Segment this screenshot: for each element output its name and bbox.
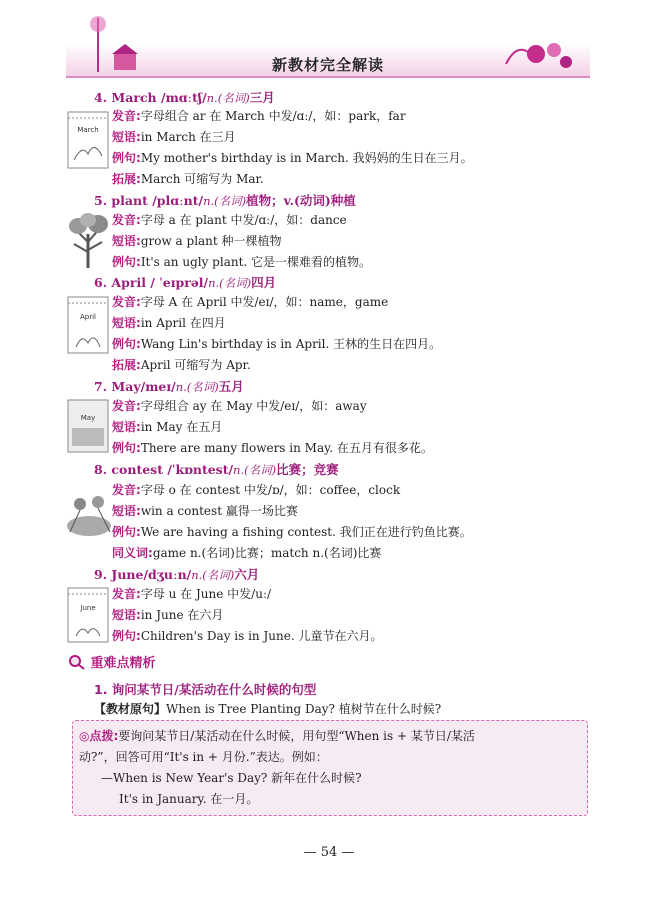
june-picture-label: June bbox=[80, 604, 96, 612]
april-picture-label: April bbox=[80, 313, 96, 321]
march-line-4: 拓展:March 可缩写为 Mar. bbox=[112, 172, 264, 186]
entry-contest-head: 8. contest /ˈkɒntest/n.(名词)比赛；竞赛 bbox=[94, 462, 339, 477]
may-picture-label: May bbox=[80, 414, 96, 422]
fishing-contest-picture bbox=[66, 486, 112, 538]
june-line-1: 发音:字母 u 在 June 中发/uː/ bbox=[112, 587, 272, 601]
march-line-3: 例句:My mother's birthday is in March. 我妈妈的生日在三月。 bbox=[112, 151, 473, 165]
march-line-1: 发音:字母组合 ar 在 March 中发/ɑː/，如：park，far bbox=[112, 109, 406, 123]
may-line-1: 发音:字母组合 ay 在 May 中发/eɪ/，如：away bbox=[112, 399, 367, 413]
june-line-3: 例句:Children's Day is in June. 儿童节在六月。 bbox=[112, 629, 383, 643]
entry-pos-cn: (名词) bbox=[217, 91, 250, 105]
contest-line-2: 短语:win a contest 赢得一场比赛 bbox=[112, 504, 298, 518]
point1-original-sentence: 【教材原句】When is Tree Planting Day? 植树节在什么时候? bbox=[94, 702, 442, 716]
april-line-1: 发音:字母 A 在 April 中发/eɪ/，如：name，game bbox=[112, 295, 389, 309]
entry-phonetic: /mɑːtʃ/ bbox=[161, 90, 207, 105]
tip-line-4: It's in January. 在一月。 bbox=[119, 792, 259, 806]
entry-word: March bbox=[111, 90, 157, 105]
entry-number: 4. bbox=[94, 90, 108, 105]
tip-line-3: —When is New Year's Day? 新年在什么时候? bbox=[101, 771, 362, 785]
plant-line-1: 发音:字母 a 在 plant 中发/ɑː/，如：dance bbox=[112, 213, 347, 227]
entry-april-head: 6. April / ˈeɪprəl/n.(名词)四月 bbox=[94, 275, 277, 290]
contest-line-4: 同义词:game n.(名词)比赛；match n.(名词)比赛 bbox=[112, 546, 382, 560]
tip-line-2: 动?”，回答可用“It's in + 月份.”表达。例如： bbox=[79, 750, 328, 764]
may-line-3: 例句:There are many flowers in May. 在五月有很多花。 bbox=[112, 441, 433, 455]
entry-meaning: 三月 bbox=[249, 90, 275, 105]
header-title: 新教材完全解读 bbox=[271, 56, 384, 74]
point1-title: 1. 询问某节日/某活动在什么时候的句型 bbox=[94, 682, 317, 697]
march-line-2: 短语:in March 在三月 bbox=[112, 130, 236, 144]
page-number: — 54 — bbox=[303, 845, 355, 860]
tip-box bbox=[72, 720, 588, 816]
entry-may-head: 7. May/meɪ/n.(名词)五月 bbox=[94, 379, 244, 394]
june-line-2: 短语:in June 在六月 bbox=[112, 608, 224, 622]
march-picture-label: March bbox=[77, 126, 99, 134]
entry-pos: n. bbox=[206, 91, 218, 105]
may-calendar-picture bbox=[66, 398, 110, 454]
plant-line-2: 短语:grow a plant 种一棵植物 bbox=[112, 234, 282, 248]
section-heading bbox=[68, 652, 156, 671]
magnifier-icon bbox=[68, 654, 86, 670]
entry-june-head: 9. June/dʒuːn/n.(名词)六月 bbox=[94, 567, 260, 582]
june-calendar-picture bbox=[66, 586, 110, 644]
april-line-4: 拓展:April 可缩写为 Apr. bbox=[112, 358, 251, 372]
entry-march-head bbox=[94, 88, 275, 106]
section-title: 重难点精析 bbox=[90, 656, 156, 671]
contest-line-3: 例句:We are having a fishing contest. 我们正在进行钓鱼比赛。 bbox=[112, 525, 472, 539]
april-line-3: 例句:Wang Lin's birthday is in April. 王林的生日在四月。 bbox=[112, 337, 442, 351]
plant-line-3: 例句:It's an ugly plant. 它是一棵难看的植物。 bbox=[112, 255, 372, 269]
plant-tree-picture bbox=[66, 212, 110, 270]
march-calendar-picture bbox=[66, 110, 110, 170]
april-calendar-picture bbox=[66, 295, 110, 355]
tip-line-1: ◎点拨:要询问某节日/某活动在什么时候，用句型“When is + 某节日/某活 bbox=[79, 729, 475, 743]
header-banner bbox=[66, 14, 590, 78]
tip-bullet-icon: ◎ bbox=[79, 729, 90, 743]
may-line-2: 短语:in May 在五月 bbox=[112, 420, 223, 434]
entry-plant-head: 5. plant /plɑːnt/n.(名词)植物；v.(动词)种植 bbox=[94, 193, 356, 208]
contest-line-1: 发音:字母 o 在 contest 中发/ɒ/，如：coffee，clock bbox=[112, 483, 401, 497]
april-line-2: 短语:in April 在四月 bbox=[112, 316, 226, 330]
